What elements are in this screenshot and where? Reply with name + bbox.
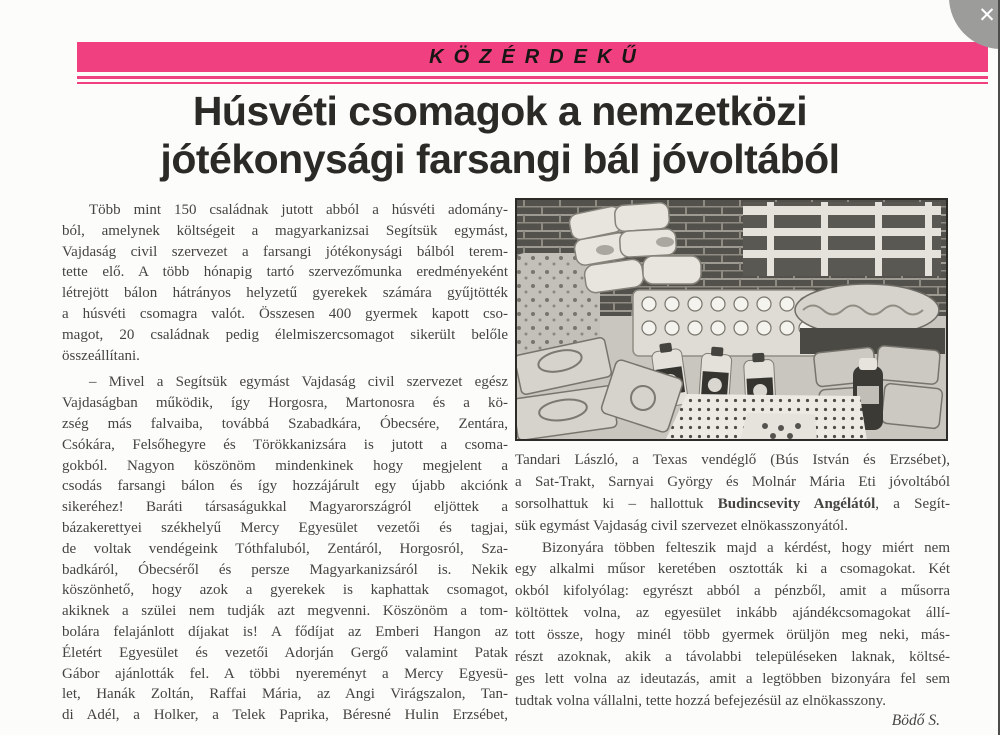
text-line: zség más falvaiba, továbbá Szabadkára, Óbecsére, Zentára, xyxy=(62,415,508,432)
text-line: tette elő. A több hónapig tartó szervezőmunka eredményeként xyxy=(62,264,508,281)
headline xyxy=(0,87,1000,183)
text-line: ges lett volna az ideutazás, amit a legtöbben bizonyára fel sem xyxy=(515,670,950,687)
text-line: Több mint 150 családnak jutott abból a húsvéti adomány- xyxy=(89,202,508,218)
text-line: gokból. Nagyon köszönöm mindenkinek hogy megjelent a xyxy=(62,457,508,474)
text-line: akiknek a szülei nem tudják azt megvenni. Köszönöm a tom- xyxy=(62,603,508,620)
section-banner-label: KÖZÉRDEKŰ xyxy=(429,46,646,68)
text-line: Vajdaság civil szervezet a farsangi jótékonysági bálból terem- xyxy=(62,243,508,260)
paragraph xyxy=(515,450,950,538)
section-banner xyxy=(77,42,988,72)
article-photo-image xyxy=(515,198,948,441)
text-line: sük egymást Vajdaság civil szervezet elnökasszonyától. xyxy=(515,517,848,534)
text-line: Életért Egyesület és vezetői Adorján Gergő valamint Patak xyxy=(62,644,508,661)
text-line: Tandari László, a Texas vendéglő (Bús István és Erzsébet), xyxy=(515,452,950,468)
text-line: Vajdaságban működik, így Horgosra, Martonosra és a kö- xyxy=(62,395,508,412)
text-line: a húsvéti csomagra valót. Összesen 400 gyermek kapott cso- xyxy=(62,305,508,322)
paragraph xyxy=(62,200,508,366)
text-line: okból kifolyólag: egyrészt abból a pénzből, amit a műsorra xyxy=(515,583,950,600)
text-line: csodás farsangi bálon és így hozzájárult egy újabb akciónk xyxy=(62,478,508,495)
paragraph xyxy=(62,372,508,726)
text-line: – Mivel a Segítsük egymást Vajdaság civil szervezet egész xyxy=(89,374,508,391)
banner-rule-thick xyxy=(77,76,988,79)
close-icon: ✕ xyxy=(978,3,996,27)
text-line: sorsolhattuk ki – hallottuk Budincsevity Angélától, a Segít- xyxy=(515,495,950,512)
text-line: köszönhető, hogy azok a gyerekek is kaphattak csomagot, xyxy=(62,582,508,599)
text-line: di Adél, a Holker, a Telek Paprika, Béresné Hulin Erzsébet, xyxy=(62,707,508,724)
left-column xyxy=(62,200,508,726)
text-line: részt azoknak, akik a távolabbi településeken laknak, költsé- xyxy=(515,649,950,666)
text-line: tott össze, hogy minél több gyermek örüljön meg neki, más- xyxy=(515,627,950,644)
text-line: magot, 20 családnak pedig élelmiszercsomagot sikerült belőle xyxy=(62,326,508,343)
headline-line1: Húsvéti csomagok a nemzetközi xyxy=(192,88,808,134)
text-line: bázakerettyei székhelyű Mercy Egyesület vezetői és tagjai, xyxy=(62,519,508,536)
text-line: létrejött bálon hátrányos helyzetű gyerekek számára gyűjtötték xyxy=(62,285,508,302)
text-line: Csókára, Felsőhegyre és Törökkanizsára is jutott a csoma- xyxy=(62,436,508,453)
right-column xyxy=(515,450,950,713)
article-photo xyxy=(515,198,948,441)
text-line: Gábor ajánlották fel. A többi nyereményt a Mercy Egyesü- xyxy=(62,665,508,682)
text-line: let, Hanák Zoltán, Raffai Mária, az Angi Virágszalon, Tan- xyxy=(62,686,508,703)
text-line: Bizonyára többen felteszik majd a kérdést, hogy miért nem xyxy=(542,539,950,556)
text-line: sikeréhez! Baráti társaságukkal Magyarországról eljöttek a xyxy=(62,499,508,516)
author-signature: Bödő S. xyxy=(891,712,940,729)
text-line: egy alkalmi műsor keretében osztották ki a csomagokat. Két xyxy=(515,561,950,578)
banner-rule-thin xyxy=(77,82,988,84)
text-line: bolára felajánlott díjakat is! A fődíjat az Emberi Hangon az xyxy=(62,623,508,640)
headline-line2: jótékonysági farsangi bál jóvoltából xyxy=(160,136,840,182)
text-line: költöttek volna, az egyesület inkább ajándékcsomagokat állí- xyxy=(515,605,950,622)
text-line: ból, amelynek költségeit a magyarkanizsai Segítsük egymást, xyxy=(62,222,508,239)
text-line: összeállítani. xyxy=(62,347,140,364)
paragraph xyxy=(515,538,950,713)
text-line: tudtak volna vállalni, tette hozzá befejezésül az elnökasszony. xyxy=(515,692,886,709)
text-line: de voltak vendégeink Tóthfaluból, Zentáról, Horgosról, Sza- xyxy=(62,540,508,557)
text-line: badkáról, Óbecséről és persze Magyarkanizsáról is. Nekik xyxy=(62,561,508,578)
text-line: a Sat-Trakt, Sarnyai György és Molnár Mária Eti jóvoltából xyxy=(515,473,950,490)
